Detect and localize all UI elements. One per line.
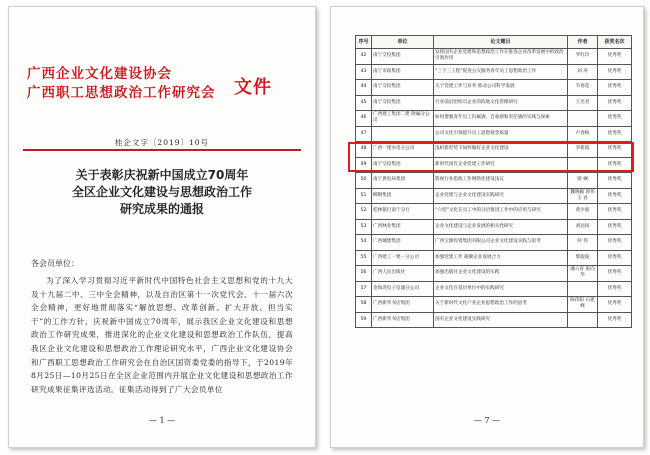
table-cell [568,312,598,328]
table-cell: 企业文化建设与企业发展的相关性研究 [434,219,568,235]
table-cell: 优秀奖 [598,126,632,142]
table-cell: 广西人民出版社 [372,266,434,282]
table-cell: 优秀奖 [598,219,632,235]
table-cell: 刘达扬 [568,219,598,235]
table-cell: 王允君 [568,95,598,111]
table-cell: 韦春花 [568,80,598,96]
table-cell: “六型”文化在员工中的分层推进工作中的应用与研究 [434,204,568,220]
table-row [356,312,632,328]
table-cell: 南宁交投集团 [372,80,434,96]
table-cell: 优秀奖 [598,204,632,220]
table-cell: 57 [356,281,372,297]
table-cell: 优秀奖 [598,188,632,204]
table-cell: 42 [356,49,372,65]
table-cell: 48 [356,142,372,158]
table-cell: 优秀奖 [598,64,632,80]
table-cell: 新时代国有企业党建工作研究 [434,157,568,173]
red-divider-line [23,149,301,151]
page-number-right: — 7 — [473,416,501,425]
table-cell: 陈伟阳 石建峰 [568,297,598,313]
table-row [356,173,632,189]
table-cell: 优秀奖 [598,250,632,266]
header-cell: 单位 [372,36,434,49]
table-cell: 优秀奖 [598,111,632,127]
table-cell: 黄少波 [568,204,598,220]
table-cell: 50 [356,173,372,189]
table-cell: 李新霞 [568,142,598,158]
table-cell: 南宁供电局集团 [372,173,434,189]
table-cell: 43 [356,64,372,80]
table-cell: 影视行业思政工作网络化建设浅议 [434,173,568,189]
table-cell: 柳钢集团 [372,188,434,204]
table-cell [372,126,434,142]
table-row [356,235,632,251]
right-document-page [330,6,644,448]
table-cell: 浅析新形势下如何做好企业文化建设 [434,142,568,158]
table-row [356,126,632,142]
table-cell: 广西新华书店集团 [372,312,434,328]
table-cell: 优秀奖 [598,142,632,158]
table-cell: 广西建工一建一分公司 [372,250,434,266]
table-cell: 优秀奖 [598,80,632,96]
table-row [356,95,632,111]
title-line2: 全区企业文化建设与思想政治工作 [71,185,252,199]
table-row [356,297,632,313]
awards-table [355,35,632,328]
table-cell: 54 [356,235,372,251]
table-cell: 广西一建水电分公司 [372,142,434,158]
table-cell: 55 [356,250,372,266]
table-cell: 梁 娴 [568,173,598,189]
table-cell: 关于党建工作与业务 推动公司科学发展 [434,80,568,96]
table-row [356,219,632,235]
table-cell: 魏晓颖 郭伟 王 君 [568,188,598,204]
table-cell: 优秀奖 [598,266,632,282]
table-cell: 广西新华书店集团 [372,297,434,313]
table-cell: 广西城建集团 [372,235,434,251]
header-cell: 序号 [356,36,372,49]
table-row [356,250,632,266]
table-cell: 南宁交投集团 [372,49,434,65]
table-cell: 优秀奖 [598,173,632,189]
table-header-row [356,36,632,49]
table-row [356,188,632,204]
table-cell: “三个三工程”促进公交服务青年员工思想政治工作 [434,64,568,80]
table-cell: 南宁交投集团 [372,95,434,111]
table-cell: 关于新时代文化产业企业思想政治工作的思考 [434,297,568,313]
table-row [356,49,632,65]
page-number-left: — 1 — [148,416,176,425]
table-cell: 企业文化在基层单位中的实践研究 [434,281,568,297]
table-cell: 52 [356,204,372,220]
table-cell: 优秀奖 [598,49,632,65]
table-cell: 罗红玲 [568,49,598,65]
table-body [356,49,632,328]
left-document-page [8,6,316,448]
table-cell: 优秀奖 [598,297,632,313]
table-cell: 44 [356,80,372,96]
table-cell: 广西林业集团 [372,219,434,235]
table-cell: 优秀奖 [598,235,632,251]
table-cell: 51 [356,188,372,204]
table-cell: 53 [356,219,372,235]
body-paragraph: 为了深入学习贯彻习近平新时代中国特色社会主义思想和党的十九大及十九届二中、三中全会精神，以及自治区第十一次党代会、十一届六次全会精神，更好地贯彻落实“解放思想、改革创新、扩大开放、担当实干”的工作方针，庆祝新中国成立70周年，展示我区企业文化建设和思想政治工作研究成果，推进深化的企业文化建设和思想政治工作队伍，提高我区企业文化建设和思想政治工作理论研究水平，广西企业文化建设协会和广西职工思想政治工作研究会在自治区国资委党委的指导下，于2019年8月25日—10月25日在全区企业范围内开展企业文化建设和思想政治工作研究成果征集评选活动。征集活动得到了广大会员单位 [31,276,293,394]
table-cell: 广西宝源投资集团有限公司企业文化建设实践与思考 [434,235,568,251]
table-cell: 49 [356,157,372,173]
table-cell: 优秀奖 [598,157,632,173]
header-cell: 论文题目 [434,36,568,49]
table-cell: 加强党建工作 凝聚企业发展合力 [434,250,568,266]
table-cell: 47 [356,126,372,142]
table-cell: 国有企业文化建设实践研究 [434,312,568,328]
table-cell: 卢春梅 [568,126,598,142]
title-line3: 研究成果的通报 [119,202,204,216]
table-row [356,111,632,127]
table-row [356,80,632,96]
table-cell: 何 伟 [568,235,598,251]
table-cell: 加强出版社企业文化建设的实践 [434,266,568,282]
document-title [9,167,315,218]
highlight-box [348,142,634,172]
table-cell: 优秀奖 [598,95,632,111]
table-row [356,204,632,220]
table-cell: 公司文化引领提升员工思想观念质量 [434,126,568,142]
table-cell: 优秀奖 [598,281,632,297]
table-cell: 如何增强青年员工归属感、自豪感和责任感的实践与探索 [434,111,568,127]
table-cell: 潘六育 张向华 [568,266,598,282]
header-cell: 获奖名次 [598,36,632,49]
table-cell: 刘 涛 [568,64,598,80]
document-label: 文件 [234,77,272,98]
table-cell: 桂林银行南宁分行 [372,204,434,220]
table-cell: 南宁市政集团 [372,64,434,80]
org-name-line2: 广西职工思想政治工作研究会 [27,85,216,101]
table-row [356,64,632,80]
table-row [356,281,632,297]
table-cell: 58 [356,297,372,313]
org-name-line1: 广西企业文化建设协会 [27,66,172,82]
table-cell: 56 [356,266,372,282]
table-cell [568,281,598,297]
table-cell: 59 [356,312,372,328]
table-cell: 46 [356,111,372,127]
table-cell: 南宁交投集团 [372,157,434,173]
salutation: 各会员单位： [31,259,79,268]
document-number: 桂企文字〔2019〕10号 [114,138,210,147]
table-cell: 发挥国有企业党建和思想政治工作在推进企业改革发展中的政治引领作用 [434,49,568,65]
title-line1: 关于表彰庆祝新中国成立70周年 [75,168,249,182]
table-row [356,266,632,282]
document-header [27,65,297,103]
table-cell: 广西建工集团二建 附属分公司 [372,111,434,127]
table-cell: 行业前沿团校员企业的阵地文化管理研究 [434,95,568,111]
table-cell: 优秀奖 [598,312,632,328]
header-cell: 作者 [568,36,598,49]
table-cell: 黎旋波 [568,250,598,266]
table-cell: 45 [356,95,372,111]
table-cell: 金海湾电子仪器分公司 [372,281,434,297]
table-cell [568,111,598,127]
table-cell: 企业党建与企业文化建设实践研究 [434,188,568,204]
